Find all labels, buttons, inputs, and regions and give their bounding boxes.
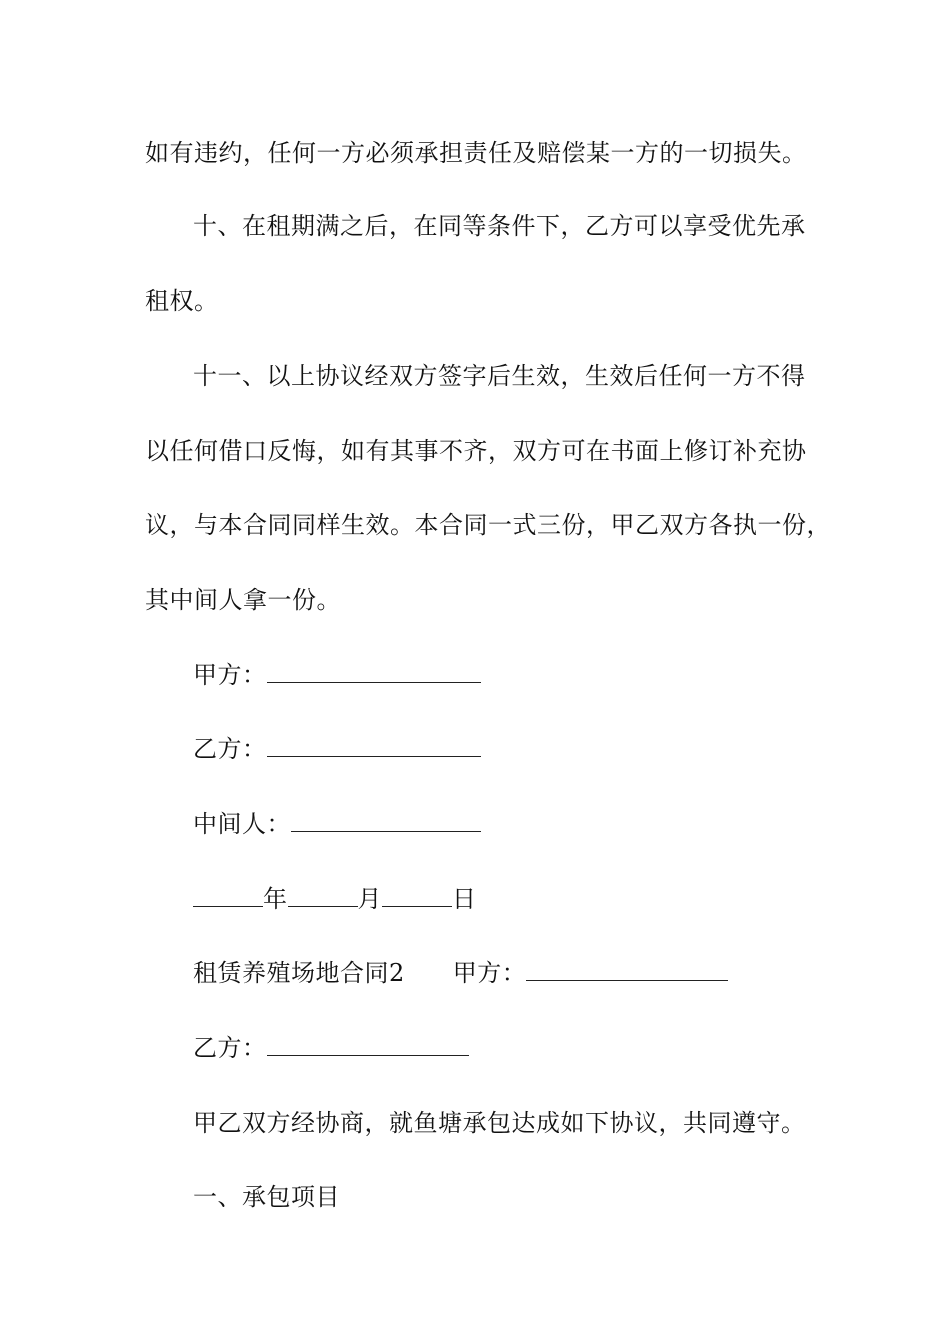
signature-date [193,884,477,914]
contract2-party-a-blank [526,958,728,981]
month-blank [288,884,358,907]
paragraph-violation: 如有违约，任何一方必须承担责任及赔偿某一方的一切损失。 [145,139,807,167]
contract2-party-b [193,1033,469,1063]
clause-ten-line1: 十、在租期满之后，在同等条件下，乙方可以享受优先承 [193,212,806,240]
month-label: 月 [357,885,382,913]
signature-party-b [193,734,481,764]
clause-eleven-line4: 其中间人拿一份。 [145,586,341,614]
day-label: 日 [452,885,477,913]
clause-eleven-line2: 以任何借口反悔，如有其事不齐，双方可在书面上修订补充协 [145,437,807,465]
party-a-label: 甲方： [193,661,267,689]
clause-ten-line2: 租权。 [145,287,219,315]
year-blank [193,884,263,907]
contract2-header [193,958,728,988]
contract2-party-a-label: 甲方： [452,959,527,987]
contract2-title: 租赁养殖场地合同2 [193,959,405,987]
contract2-party-b-blank [267,1033,469,1056]
year-label: 年 [263,885,288,913]
clause-eleven-line3: 议，与本合同同样生效。本合同一式三份，甲乙双方各执一份， [145,511,831,539]
contract2-party-b-label: 乙方： [193,1034,267,1062]
clause-eleven-line1: 十一、以上协议经双方签字后生效，生效后任何一方不得 [193,362,806,390]
day-blank [382,884,452,907]
middleman-label: 中间人： [193,810,291,838]
contract2-section-1: 一、承包项目 [193,1183,340,1211]
middleman-blank [291,809,481,832]
party-b-label: 乙方： [193,735,267,763]
party-a-blank [267,660,481,683]
contract2-intro: 甲乙双方经协商，就鱼塘承包达成如下协议，共同遵守。 [193,1109,806,1137]
signature-party-a [193,660,481,690]
signature-middleman [193,809,481,839]
party-b-blank [267,734,481,757]
